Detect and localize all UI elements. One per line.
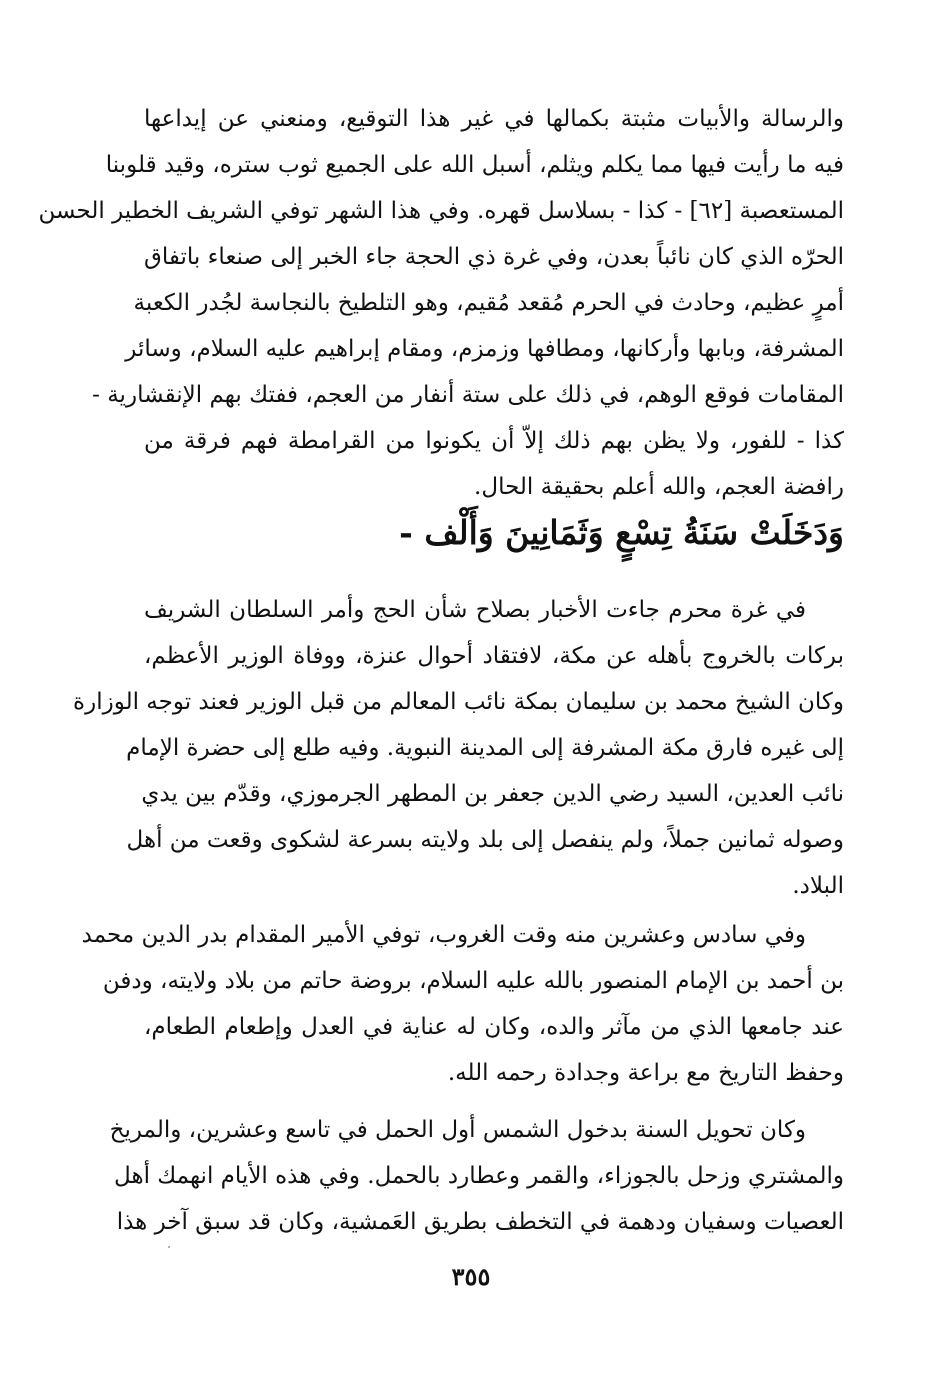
text-line: أمرٍ عظيم، وحادث في الحرم مُقعد مُقيم، وهو التلطيخ بالنجاسة لجُدر الكعبة: [133, 290, 844, 316]
text-line: فيه ما رأيت فيها مما يكلم ويثلم، أسبل الله على الجميع ثوب ستره، وقيد قلوبنا: [105, 152, 844, 178]
paragraph-4: [109, 1107, 844, 1245]
text-line: والمشتري وزحل بالجوزاء، والقمر وعطارد بالحمل. وفي هذه الأيام انهمك أهل: [114, 1163, 844, 1189]
text-line: بن أحمد بن الإمام المنصور بالله عليه السلام، بروضة حاتم من بلاد ولايته، ودفن: [102, 968, 844, 994]
text-line: بركات بالخروج بأهله عن مكة، لافتقاد أحوال عنزة، ووفاة الوزير الأعظم،: [144, 643, 844, 669]
text-line: المستعصبة [٦٢] - كذا - بسلاسل قهره. وفي هذا الشهر توفي الشريف الخطير الحسن: [38, 198, 844, 224]
paragraph-2: [73, 587, 844, 909]
text-line: رافضة العجم، والله أعلم بحقيقة الحال.: [474, 474, 844, 500]
text-line: عند جامعها الذي من مآثر والده، وكان له عناية في العدل وإطعام الطعام،: [144, 1014, 844, 1040]
paragraph-3: [81, 912, 844, 1096]
text-line: المشرفة، وبابها وأركانها، ومطافها وزمزم، ومقام إبراهيم عليه السلام، وسائر: [125, 336, 844, 362]
text-line: كذا - للفور، ولا يظن بهم ذلك إلاّ أن يكونوا من القرامطة فهم فرقة من: [144, 428, 844, 454]
year-heading: وَدَخَلَتْ سَنَةُ تِسْعٍ وَثَمَانِينَ وَأَلْف -: [399, 513, 844, 552]
text-line: وكان الشيخ محمد بن سليمان بمكة نائب المعالم من قبل الوزير فعند توجه الوزارة: [73, 689, 844, 715]
scan-speck: [168, 1246, 170, 1248]
text-line: في غرة محرم جاءت الأخبار بصلاح شأن الحج وأمر السلطان الشريف: [144, 597, 806, 623]
text-line: إلى غيره فارق مكة المشرفة إلى المدينة النبوية. وفيه طلع إلى حضرة الإمام: [126, 735, 844, 761]
text-line: وكان تحويل السنة بدخول الشمس أول الحمل في تاسع وعشرين، والمريخ: [109, 1117, 806, 1143]
page-number: ٣٥٥: [451, 1262, 491, 1291]
text-line: نائب العدين، السيد رضي الدين جعفر بن المطهر الجرموزي، وقدّم بين يدي: [141, 781, 844, 807]
text-line: والرسالة والأبيات مثبتة بكمالها في غير هذا التوقيع، ومنعني عن إيداعها: [144, 106, 844, 132]
text-line: الحرّه الذي كان نائباً بعدن، وفي غرة ذي الحجة جاء الخبر إلى صنعاء باتفاق: [144, 244, 844, 270]
text-line: البلاد.: [792, 873, 844, 899]
text-line: المقامات فوقع الوهم، في ذلك على ستة أنفار من العجم، ففتك بهم الإنقشارية -: [92, 382, 844, 408]
text-line: وفي سادس وعشرين منه وقت الغروب، توفي الأمير المقدام بدر الدين محمد: [81, 922, 806, 948]
text-line: وحفظ التاريخ مع براعة وجدادة رحمه الله.: [447, 1060, 844, 1086]
text-line: العصيات وسفيان ودهمة في التخطف بطريق العَمشية، وكان قد سبق آخر هذا: [116, 1209, 844, 1235]
paragraph-1: [38, 96, 844, 510]
text-line: وصوله ثمانين جملاً، ولم ينفصل إلى بلد ولايته بسرعة لشكوى وقعت من أهل: [126, 827, 844, 853]
